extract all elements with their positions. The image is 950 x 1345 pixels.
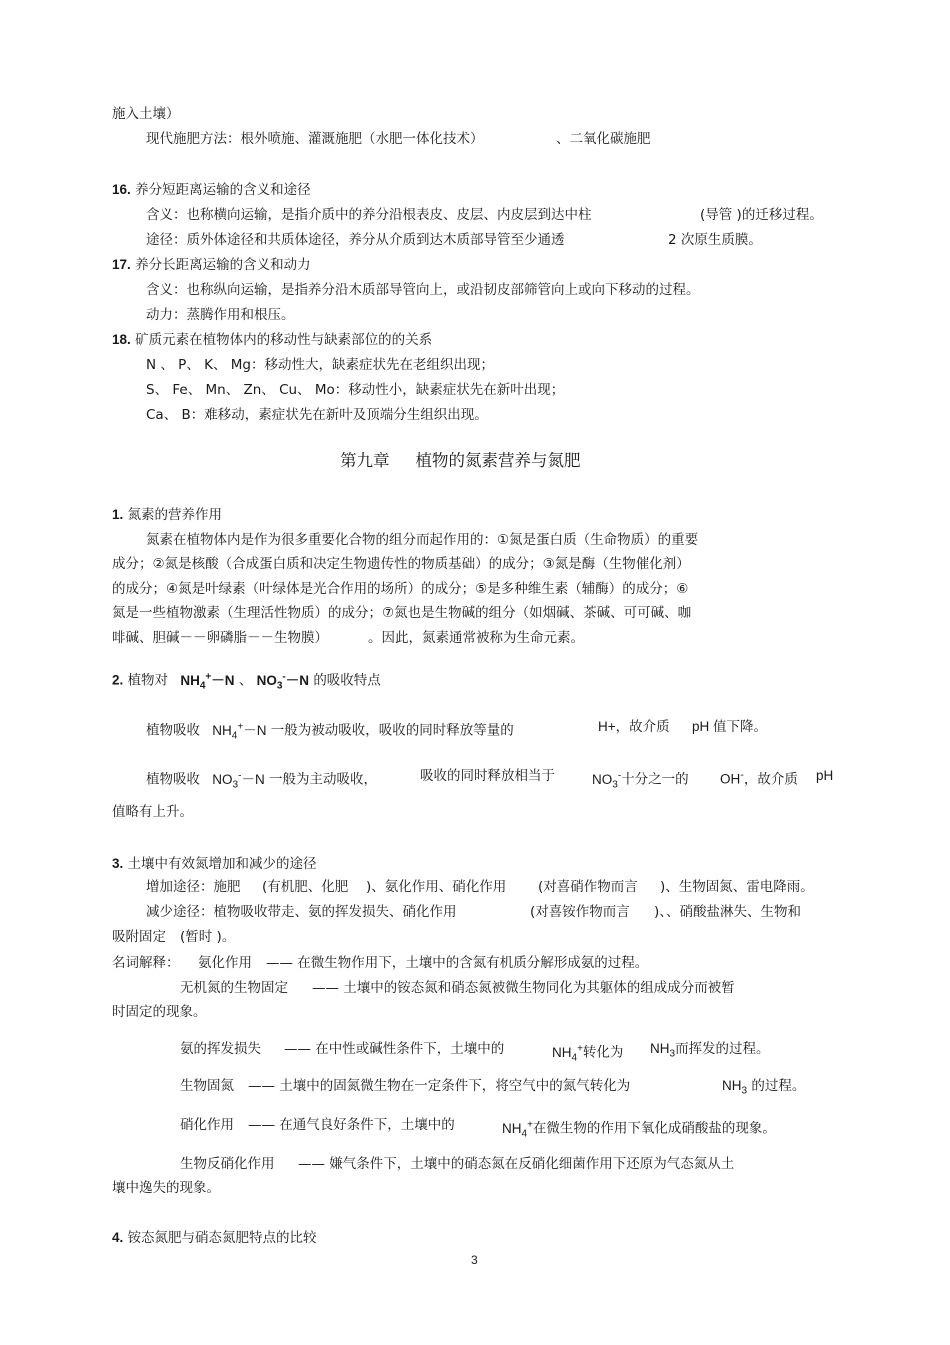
text-line: (对喜铵作物而言: [530, 904, 630, 920]
text-line: N 、 P、 K、 Mg：移动性大，缺素症状先在老组织出现；: [146, 357, 494, 373]
text-line: $NO_3^-$十分之一的: [592, 770, 689, 791]
text-line: OH-，故介质: [720, 770, 798, 788]
formula-ammonium: $NH_4^+$: [552, 1043, 583, 1064]
text-line: 吸收的同时释放相当于: [420, 768, 555, 784]
section-number: 1.: [112, 507, 124, 522]
text-line: 施入土壤）: [112, 106, 180, 122]
text-line: 啡碱、胆碱－－卵磷脂－－生物膜）: [112, 630, 328, 646]
text-line: pH: [816, 768, 834, 783]
section-title: 的吸收特点: [313, 672, 381, 689]
text-line: $NH_3$ 的过程。: [722, 1078, 806, 1097]
formula-ammonium: $NH_4^+-N$: [212, 721, 267, 742]
text-line: )、生物固氮、雷电降雨。: [660, 879, 814, 895]
text-line: 现代施肥方法：根外喷施、灌溉施肥（水肥一体化技术）: [146, 131, 484, 147]
term: 生物反硝化作用: [180, 1156, 275, 1172]
text-line: 动力：蒸腾作用和根压。: [146, 307, 295, 323]
text-line: 含义：也称纵向运输，是指养分沿木质部导管向上，或沿韧皮部筛管向上或向下移动的过程。: [146, 282, 700, 298]
chapter-title: [340, 452, 581, 470]
definition: —— 在中性或碱性条件下，土壤中的: [284, 1041, 505, 1057]
section-number: 4.: [112, 1230, 124, 1245]
section-number: 2.: [112, 672, 124, 688]
section-number: 17.: [112, 257, 131, 272]
section-heading: [112, 1229, 317, 1247]
formula-ammonia: $NH_3$: [722, 1078, 748, 1097]
section-heading: [112, 855, 317, 873]
text-line: $NH_4^+$转化为: [552, 1043, 624, 1064]
text-line: 减少途径：植物吸收带走、氨的挥发损失、硝化作用: [146, 904, 457, 920]
text-line: pH 值下降。: [692, 719, 768, 734]
section-title: 养分短距离运输的含义和途径: [135, 182, 311, 198]
formula-nitrate: $NO_3^--N$: [212, 770, 265, 791]
section-title: 铵态氮肥与硝态氮肥特点的比较: [127, 1230, 317, 1246]
text-line: 植物吸收 $NO_3^--N$ 一般为主动吸收，: [146, 770, 377, 791]
text-line: (对喜硝作物而言: [538, 879, 638, 895]
text-line: (导管 )的迁移过程。: [700, 207, 823, 223]
separator: 、: [238, 672, 253, 689]
text-line: 壤中逸失的现象。: [112, 1180, 220, 1196]
formula-ammonium: $NH_4^+-N$: [180, 671, 235, 692]
text-line: )、、硝酸盐淋失、生物和: [654, 904, 802, 920]
text-line: 氮是一些植物激素（生理活性物质）的成分；⑦氮也是生物碱的组分（如烟碱、茶碱、可可碱、咖: [112, 605, 692, 621]
formula-nitrate: $NO_3^-$: [592, 770, 622, 791]
text-line: 的成分；④氮是叶绿素（叶绿体是光合作用的场所）的成分；⑤是多种维生素（辅酶）的成分；⑥: [112, 581, 689, 597]
definition: —— 在通气良好条件下，土壤中的: [248, 1117, 455, 1133]
definition: —— 土壤中的固氮微生物在一定条件下，将空气中的氮气转化为: [248, 1078, 631, 1094]
term: 硝化作用: [180, 1117, 234, 1133]
section-title: 植物对: [127, 672, 169, 689]
section-title: 氮素的营养作用: [127, 507, 223, 523]
text-line: $NH_4^+$在微生物的作用下氧化成硝酸盐的现象。: [502, 1119, 776, 1140]
chapter-name: 植物的氮素营养与氮肥: [415, 451, 581, 470]
text-line: 含义：也称横向运输，是指介质中的养分沿根表皮、皮层、内皮层到达中柱: [146, 207, 592, 223]
section-number: 16.: [112, 182, 131, 197]
term: 氨的挥发损失: [180, 1041, 261, 1057]
section-title: 土壤中有效氮增加和减少的途径: [127, 856, 317, 872]
text-line: 增加途径：施肥: [146, 879, 241, 895]
chapter-number: 第九章: [340, 451, 390, 470]
section-title: 矿质元素在植物体内的移动性与缺素部位的的关系: [135, 332, 433, 348]
section-heading: [112, 331, 432, 349]
text-line: 、二氧化碳施肥: [556, 131, 651, 147]
formula-nitrate: $NO_3^--N$: [256, 671, 310, 692]
text-line: 植物吸收 $NH_4^+-N$ 一般为被动吸收，吸收的同时释放等量的: [146, 721, 514, 742]
text-line: (暂时 )。: [180, 929, 236, 945]
text-line: 时固定的现象。: [112, 1004, 207, 1020]
text-line: H+，故介质: [598, 719, 670, 734]
text-line: 吸附固定: [112, 929, 166, 945]
text-line: 成分；②氮是核酸（合成蛋白质和决定生物遗传性的物质基础）的成分；③氮是酶（生物催化剂）: [112, 556, 690, 572]
text-line: Ca、 B：难移动，素症状先在新叶及顶端分生组织出现。: [146, 407, 488, 423]
text-line: )、氨化作用、硝化作用: [366, 879, 507, 895]
text-line: 氮素在植物体内是作为很多重要化合物的组分而起作用的：①氮是蛋白质（生命物质）的重要: [146, 532, 699, 548]
term: 生物固氮: [180, 1078, 234, 1094]
page-number: 3: [471, 1253, 478, 1267]
section-number: 18.: [112, 332, 131, 347]
text-line: 名词解释：: [112, 955, 180, 971]
text-line: S、 Fe、 Mn、 Zn、 Cu、 Mo：移动性小，缺素症状先在新叶出现；: [146, 382, 565, 398]
definition: —— 在微生物作用下，土壤中的含氮有机质分解形成氨的过程。: [266, 955, 649, 971]
term: 无机氮的生物固定: [180, 980, 288, 996]
formula-ammonia: $NH_3$: [650, 1041, 676, 1060]
section-heading: [112, 256, 311, 274]
section-title: 养分长距离运输的含义和动力: [135, 257, 311, 273]
definition: —— 土壤中的铵态氮和硝态氮被微生物同化为其躯体的组成成分而被暂: [312, 980, 735, 996]
text-line: 值略有上升。: [112, 804, 193, 820]
text-line: 2 次原生质膜。: [668, 232, 762, 248]
text-line: $NH_3$而挥发的过程。: [650, 1041, 770, 1060]
definition: —— 嫌气条件下，土壤中的硝态氮在反硝化细菌作用下还原为气态氮从土: [298, 1156, 735, 1172]
formula-ammonium: $NH_4^+$: [502, 1119, 533, 1140]
section-heading: [112, 506, 222, 524]
section-heading: [112, 668, 381, 695]
text-line: 。因此，氮素通常被称为生命元素。: [368, 630, 584, 646]
text-line: (有机肥、化肥: [262, 879, 349, 895]
term: 氨化作用: [198, 955, 252, 971]
text-line: 途径：质外体途径和共质体途径，养分从介质到达木质部导管至少通透: [146, 232, 565, 248]
section-number: 3.: [112, 856, 124, 871]
section-heading: [112, 181, 311, 199]
